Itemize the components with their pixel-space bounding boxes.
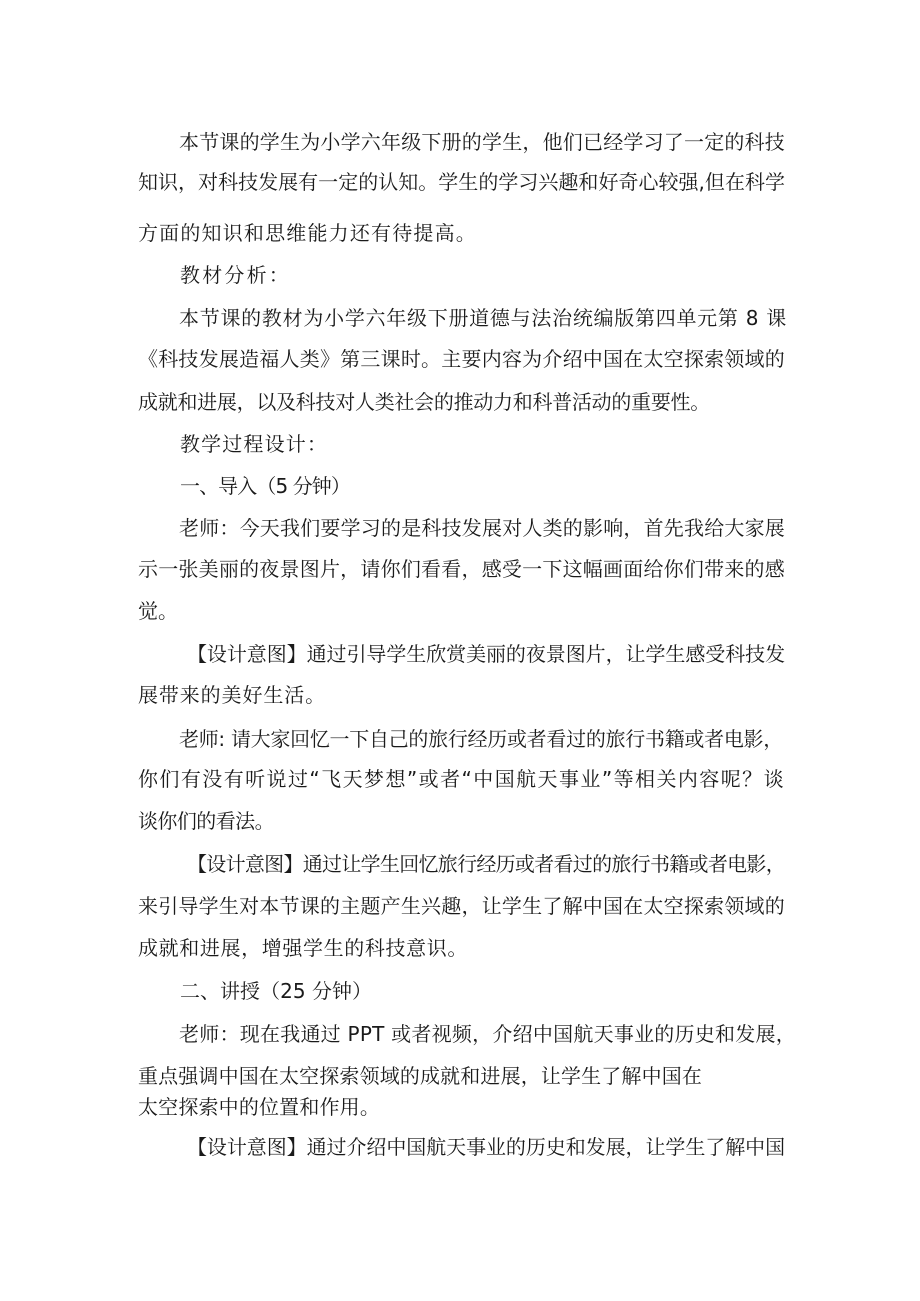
- section-heading: 教学过程设计：: [180, 432, 328, 456]
- paragraph-line: 知识，对科技发展有一定的认知。学生的学习兴趣和好奇心较强,但在科学: [138, 170, 785, 194]
- paragraph-line: 《科技发展造福人类》第三课时。主要内容为介绍中国在太空探索领域的: [138, 347, 785, 371]
- paragraph-line: 你们有没有听说过“飞天梦想”或者“中国航天事业”等相关内容呢？谈: [138, 767, 785, 791]
- paragraph-line: 成就和进展，以及科技对人类社会的推动力和科普活动的重要性。: [138, 390, 710, 414]
- section-heading: 教材分析：: [180, 263, 291, 287]
- paragraph-line: 老师：今天我们要学习的是科技发展对人类的影响，首先我给大家展: [179, 516, 785, 540]
- paragraph-line: 【设计意图】通过让学生回忆旅行经历或者看过的旅行书籍或者电影，: [187, 852, 785, 876]
- paragraph-line: 示一张美丽的夜景图片，请你们看看，感受一下这幅画面给你们带来的感: [138, 557, 785, 581]
- paragraph-line: 展带来的美好生活。: [138, 683, 326, 707]
- paragraph-line: 觉。: [138, 599, 178, 623]
- paragraph-line: 来引导学生对本节课的主题产生兴趣，让学生了解中国在太空探索领域的: [138, 894, 785, 918]
- paragraph-line: 重点强调中国在太空探索领域的成就和进展，让学生了解中国在: [138, 1064, 702, 1088]
- paragraph-line: 【设计意图】通过引导学生欣赏美丽的夜景图片，让学生感受科技发: [187, 642, 785, 666]
- paragraph-line: 本节课的学生为小学六年级下册的学生，他们已经学习了一定的科技: [179, 130, 785, 154]
- section-heading: 一、导入（5 分钟）: [180, 474, 350, 498]
- paragraph-line: 谈你们的看法。: [138, 809, 274, 833]
- paragraph-line: 太空探索中的位置和作用。: [138, 1095, 380, 1119]
- paragraph-line: 老师: 请大家回忆一下自己的旅行经历或者看过的旅行书籍或者电影，: [179, 727, 783, 751]
- paragraph-line: 【设计意图】通过介绍中国航天事业的历史和发展，让学生了解中国: [187, 1135, 785, 1159]
- paragraph-line: 方面的知识和思维能力还有待提高。: [138, 221, 477, 245]
- paragraph-line: 本节课的教材为小学六年级下册道德与法治统编版第四单元第 8 课: [179, 306, 787, 330]
- section-heading: 二、讲授（25 分钟）: [180, 979, 372, 1003]
- paragraph-line: 老师：现在我通过 PPT 或者视频，介绍中国航天事业的历史和发展，: [179, 1022, 796, 1046]
- paragraph-line: 成就和进展，增强学生的科技意识。: [138, 936, 468, 960]
